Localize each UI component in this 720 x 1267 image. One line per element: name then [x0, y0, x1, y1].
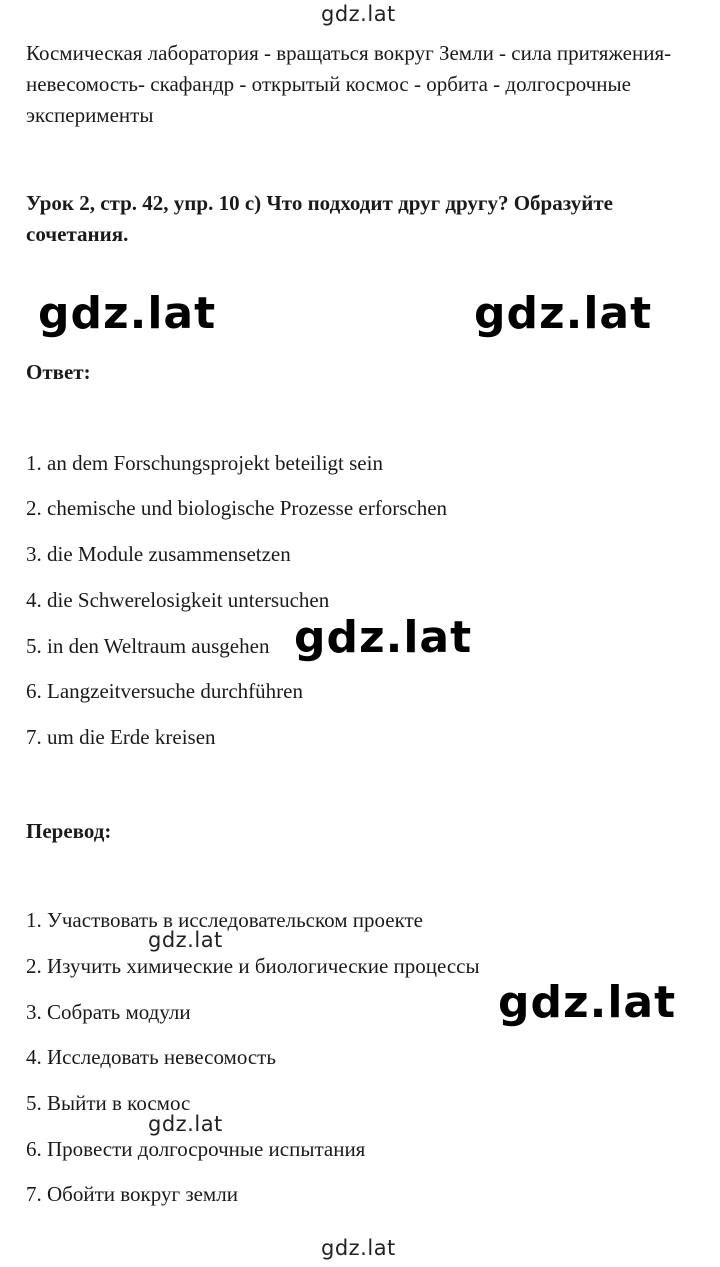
watermark-big-middle: gdz.lat	[294, 612, 473, 663]
watermark-big-right: gdz.lat	[474, 288, 653, 339]
watermark-small-2: gdz.lat	[148, 1112, 223, 1136]
answer-heading: Ответ:	[26, 360, 91, 384]
translation-item: 7. Обойти вокруг земли	[26, 1182, 238, 1206]
translation-item: 3. Собрать модули	[26, 1000, 191, 1024]
translation-item: 2. Изучить химические и биологические процессы	[26, 954, 480, 978]
answer-item: 6. Langzeitversuche durchführen	[26, 679, 303, 703]
watermark-big-left: gdz.lat	[38, 288, 217, 339]
answer-item: 1. an dem Forschungsprojekt beteiligt sein	[26, 451, 383, 475]
translation-item: 1. Участвовать в исследовательском проекте	[26, 908, 424, 932]
answer-item: 2. chemische und biologische Prozesse erforschen	[26, 496, 448, 520]
translation-item: 4. Исследовать невесомость	[26, 1045, 276, 1069]
answer-item: 3. die Module zusammensetzen	[26, 542, 291, 566]
answer-item: 4. die Schwerelosigkeit untersuchen	[26, 588, 330, 612]
translation-item: 5. Выйти в космос	[26, 1091, 191, 1115]
translation-item: 6. Провести долгосрочные испытания	[26, 1137, 366, 1161]
answer-item: 7. um die Erde kreisen	[26, 725, 216, 749]
watermark-small-1: gdz.lat	[148, 928, 223, 952]
task-heading: Урок 2, стр. 42, упр. 10 c) Что подходит друг другу? Образуйте сочетания.	[26, 191, 613, 246]
watermark-top: gdz.lat	[321, 2, 396, 26]
watermark-bottom: gdz.lat	[321, 1236, 396, 1260]
watermark-big-lower: gdz.lat	[498, 977, 677, 1028]
translation-heading: Перевод:	[26, 819, 112, 843]
answer-item: 5. in den Weltraum ausgehen	[26, 634, 270, 658]
intro-paragraph: Космическая лаборатория - вращаться вокруг Земли - сила притяжения- невесомость- скафандр - открытый космос - орбита - долгосрочные эксперименты	[26, 41, 672, 127]
